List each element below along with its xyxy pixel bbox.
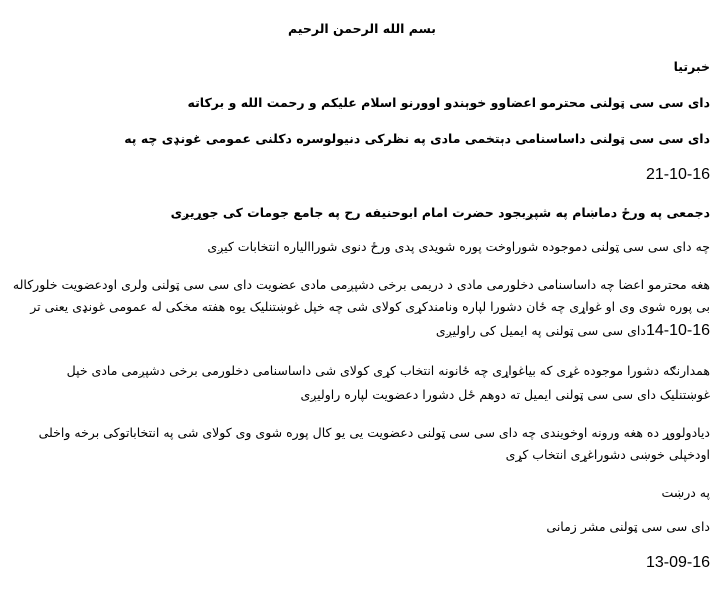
greeting-line: دای سی سی ټولنی محترمو اعضاوو خوېندو اوورنو اسلام علیکم و رحمت الله و برکاته (187, 95, 710, 110)
paragraph-2-line-3-text: دای سی سی ټولنی په ایمیل کی راولیږی (435, 323, 646, 338)
venue-line: دجمعی په ورځ دماښام په شپږبجود حضرت امام ابوحنیفه رح په جامع جومات کی جوړیږی (170, 205, 710, 220)
closing-line: په درښت (661, 485, 710, 500)
intro-line: دای سی سی ټولنی داساسنامی دېتخمی مادی په نظرکی دنیولوسره دکلنی عمومی غونډی چه په (124, 131, 710, 146)
deadline-date: 14-10-16 (645, 322, 710, 339)
paragraph-2-line-2: بی پوره شوی وی او غواړی چه ځان دشورا لپاره ونامندکړی کولای شی چه خپل غوښتنلیک یوه هفته مخکی له عمومی غونډی یعنی تر (30, 299, 710, 314)
paragraph-3-line-2: غوښتنلیک دای سی سی ټولنی ایمیل ته دوهم ځل دشورا دعضویت لپاره راولیږی (300, 387, 710, 402)
paragraph-2-line-3 (10, 322, 710, 340)
paragraph-1: چه دای سی سی ټولنی دموجوده شوراوخت پوره شویدی پدی ورځ دنوی شوراالیاره انتخابات کیږی (207, 239, 710, 254)
bismillah-header: بسم الله الرحمن الرحیم (288, 21, 436, 36)
signature-date: 13-09-16 (645, 554, 710, 571)
paragraph-4-line-1: دیادولووړ ده هغه ورونه اوخویندی چه دای سی سی ټولنی دعضویت یی یو کال پوره شوی وی کولای شی په انتخاباتوکی برخه واخلی (38, 425, 710, 440)
signature-line: دای سی سی ټولنی مشر زمانی (546, 519, 710, 534)
paragraph-4-line-2: اودخپلی خوښی دشوراغړی انتخاب کړی (505, 447, 710, 462)
meeting-date: 21-10-16 (645, 166, 710, 183)
paragraph-3-line-1: همدارنګه دشورا موجوده غړی که بیاغواړی چه ځانونه انتخاب کړی کولای شی داساسنامی دخلورمی برخی دشپږمی مادی خپل (66, 363, 710, 378)
paragraph-2-line-1: هغه محترمو اعضا چه داساسنامی دخلورمی مادی د دریمی برخی دشپږمی مادی عضویت دای سی سی ټولنی ولری اودعضویت خلورکاله (12, 277, 710, 292)
letter-heading: خبرتیا (673, 59, 710, 74)
